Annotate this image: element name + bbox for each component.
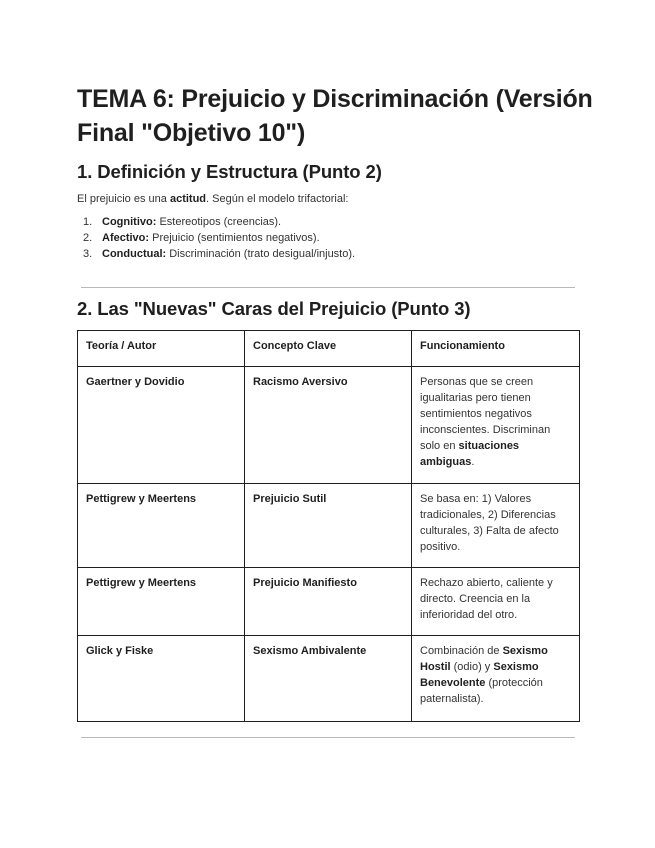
column-header-concept: Concepto Clave (245, 331, 412, 367)
column-header-author: Teoría / Autor (78, 331, 245, 367)
cell-author: Pettigrew y Meertens (78, 568, 245, 636)
cell-concept: Sexismo Ambivalente (245, 636, 412, 722)
description-bold: Sexismo Benevolente (420, 661, 539, 689)
cell-description (412, 367, 580, 484)
table-row (78, 484, 580, 568)
list-item-text: Discriminación (trato desigual/injusto). (166, 248, 356, 260)
list-item-text: Estereotipos (creencias). (156, 216, 282, 228)
cell-author: Glick y Fiske (78, 636, 245, 722)
description-text: (odio) y (450, 661, 494, 673)
column-header-function: Funcionamiento (412, 331, 580, 367)
list-item-number: 1. (83, 216, 93, 228)
intro-text-after: . Según el modelo trifactorial: (206, 193, 349, 205)
list-item (77, 230, 355, 246)
list-item (77, 214, 355, 230)
cell-concept: Prejuicio Manifiesto (245, 568, 412, 636)
description-text: Personas que se creen igualitarias pero tienen sentimientos negativos inconscientes. Discriminan solo en (420, 376, 551, 452)
horizontal-divider (81, 287, 575, 288)
list-item-label: Afectivo: (102, 232, 150, 244)
list-item (77, 246, 355, 262)
list-item-number: 3. (83, 248, 93, 260)
cell-concept: Racismo Aversivo (245, 367, 412, 484)
cell-author: Pettigrew y Meertens (78, 484, 245, 568)
list-item-number: 2. (83, 232, 93, 244)
section-1-heading: 1. Definición y Estructura (Punto 2) (77, 161, 382, 182)
description-text: Combinación de (420, 645, 503, 657)
cell-concept: Prejuicio Sutil (245, 484, 412, 568)
section-2-heading: 2. Las "Nuevas" Caras del Prejuicio (Punto 3) (77, 298, 471, 319)
cell-description: Rechazo abierto, caliente y directo. Creencia en la inferioridad del otro. (412, 568, 580, 636)
intro-text-before: El prejuicio es una (77, 193, 170, 205)
list-item-label: Cognitivo: (102, 216, 157, 228)
prejudice-theories-table (77, 330, 580, 722)
trifactorial-list (77, 214, 355, 262)
table-header-row (78, 331, 580, 367)
description-text: . (471, 456, 475, 468)
table-row (78, 636, 580, 722)
section-1-intro (77, 192, 348, 207)
cell-author: Gaertner y Dovidio (78, 367, 245, 484)
table-row (78, 367, 580, 484)
cell-description: Se basa en: 1) Valores tradicionales, 2) Diferencias culturales, 3) Falta de afecto positivo. (412, 484, 580, 568)
description-bold: Sexismo Hostil (420, 645, 548, 673)
list-item-text: Prejuicio (sentimientos negativos). (149, 232, 320, 244)
document-title: TEMA 6: Prejuicio y Discriminación (Versión Final "Objetivo 10") (77, 85, 593, 147)
horizontal-divider (81, 737, 575, 738)
description-bold: situaciones ambiguas (420, 440, 520, 468)
cell-description (412, 636, 580, 722)
intro-bold-term: actitud (169, 193, 207, 205)
description-text: (protección paternalista). (420, 677, 543, 705)
list-item-label: Conductual: (102, 248, 167, 260)
table-row (78, 568, 580, 636)
